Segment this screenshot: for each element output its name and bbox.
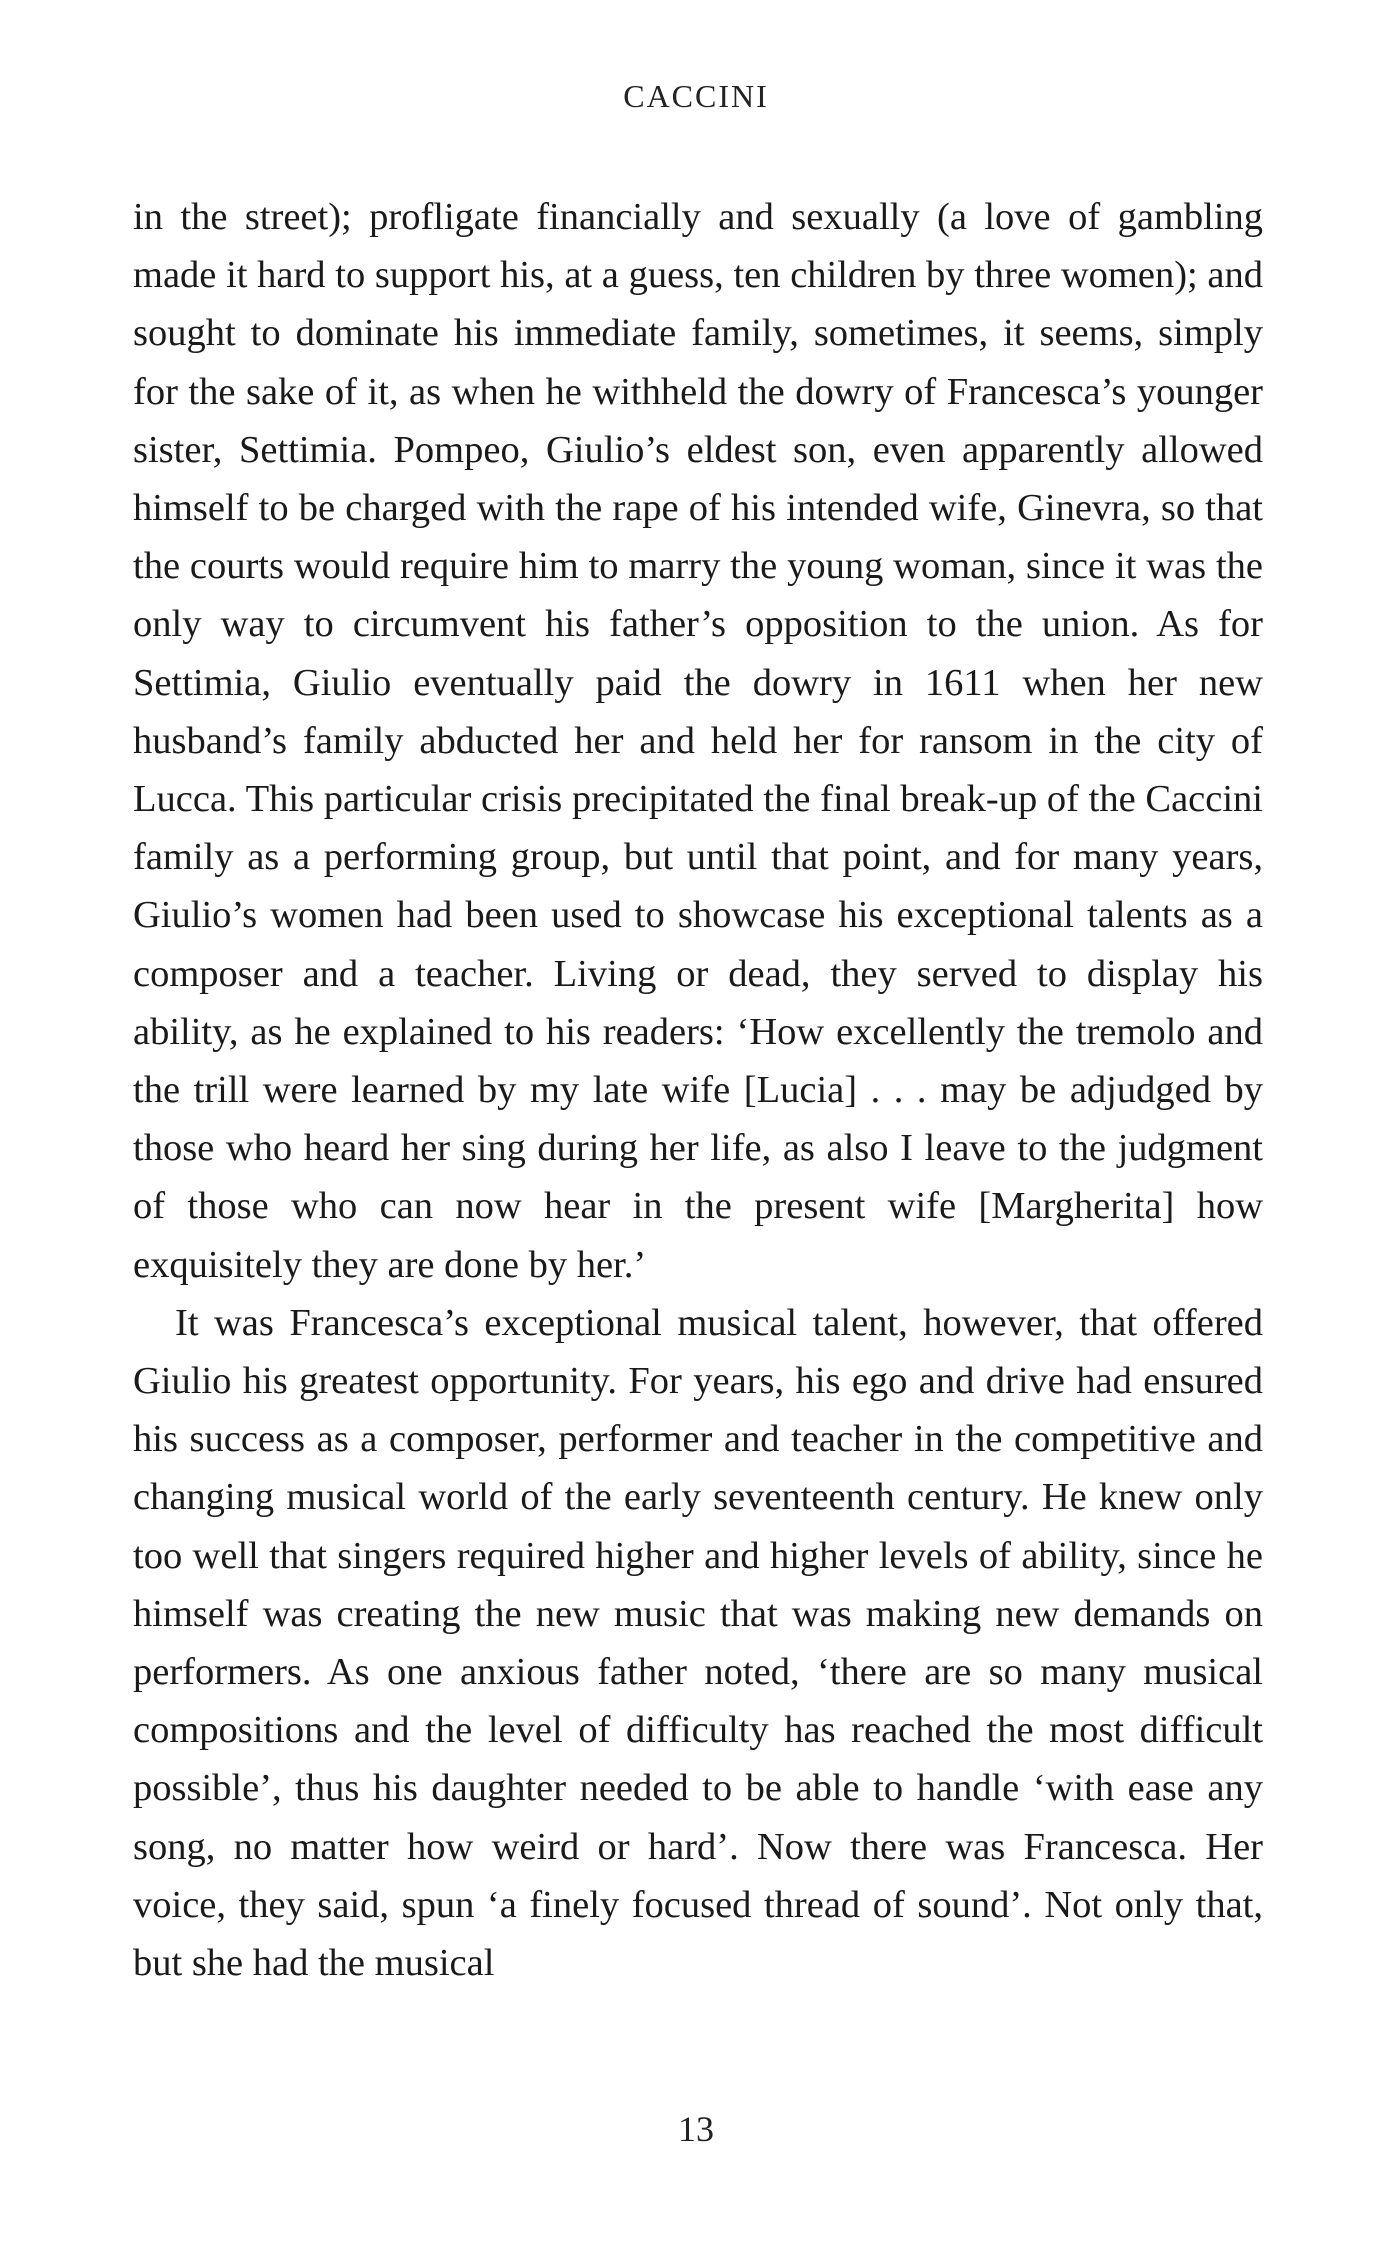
paragraph-continued: in the street); profligate financially and sexually (a love of gambling made it hard to support his, at a guess, ten children by three women); and sought to dominate his immediate family, sometimes, it seems, simply for the sake of it, as when he withheld the dowry of Francesca’s younger sister, Settimia. Pompeo, Giulio’s eldest son, even apparently allowed himself to be charged with the rape of his intended wife, Ginevra, so that the courts would require him to marry the young woman, since it was the only way to circumvent his father’s opposition to the union. As for Settimia, Giulio eventually paid the dowry in 1611 when her new husband’s family abducted her and held her for ransom in the city of Lucca. This particular crisis precipitated the final break-up of the Caccini family as a performing group, but until that point, and for many years, Giulio’s women had been used to showcase his exceptional talents as a composer and a teacher. Living or dead, they served to display his ability, as he explained to his readers: ‘How excellently the tremolo and the trill were learned by my late wife [Lucia] . . . may be adjudged by those who heard her sing during her life, as also I leave to the judgment of those who can now hear in the present wife [Margherita] how exquisitely they are done by her.’ (133, 196, 1263, 1286)
page-number: 13 (678, 2109, 714, 2149)
body-text (133, 188, 1263, 1992)
paragraph: It was Francesca’s exceptional musical talent, however, that offered Giulio his greatest opportunity. For years, his ego and drive had ensured his success as a composer, performer and teacher in the competitive and changing musical world of the early seventeenth century. He knew only too well that singers required higher and higher levels of ability, since he himself was creating the new music that was making new demands on performers. As one anxious father noted, ‘there are so many musical compositions and the level of difficulty has reached the most difficult possible’, thus his daughter needed to be able to handle ‘with ease any song, no matter how weird or hard’. Now there was Francesca. Her voice, they said, spun ‘a finely focused thread of sound’. Not only that, but she had the musical (133, 1301, 1263, 1985)
running-head: CACCINI (623, 78, 769, 114)
